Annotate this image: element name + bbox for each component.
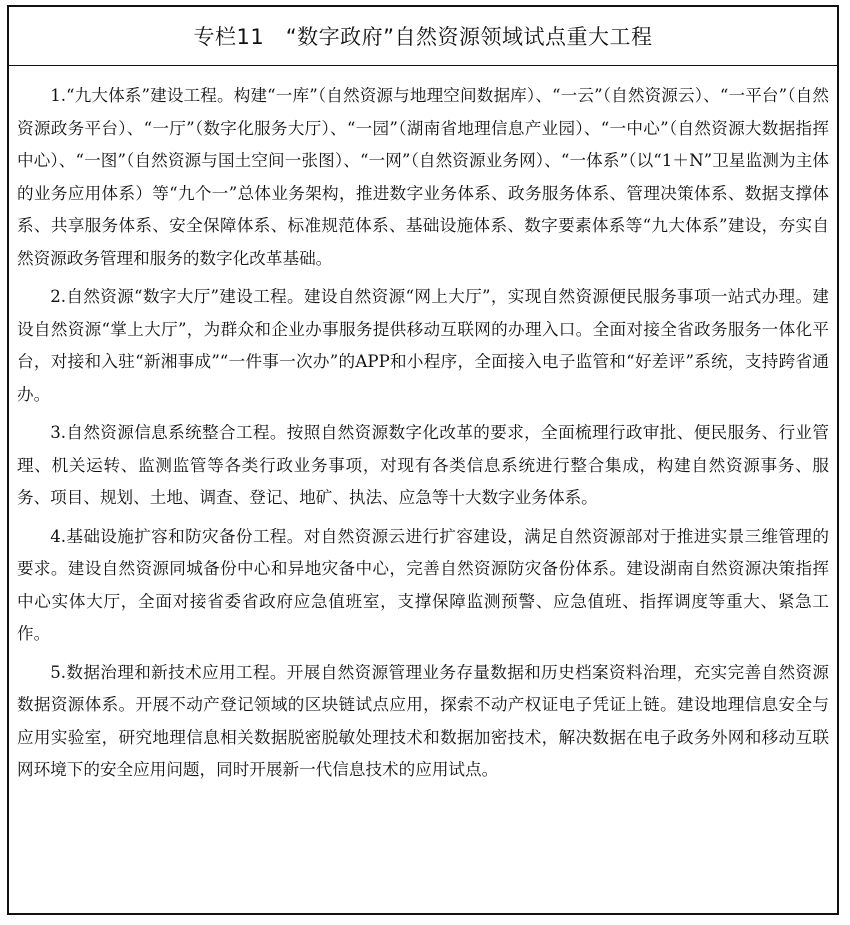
paragraph-3: 3.自然资源信息系统整合工程。按照自然资源数字化改革的要求，全面梳理行政审批、便民服务、行业管理、机关运转、监测监管等各类行政业务事项，对现有各类信息系统进行整合集成，构建自然资源事务、服务、项目、规划、土地、调查、登记、地矿、执法、应急等十大数字业务体系。 [17, 423, 829, 507]
paragraph-4: 4.基础设施扩容和防灾备份工程。对自然资源云进行扩容建设，满足自然资源部对于推进实景三维管理的要求。建设自然资源同城备份中心和异地灾备中心，完善自然资源防灾备份体系。建设湖南自然资源决策指挥中心实体大厅，全面对接省委省政府应急值班室，支撑保障监测预警、应急值班、指挥调度等重大、紧急工作。 [17, 526, 829, 643]
box-title: 专栏11 “数字政府”自然资源领域试点重大工程 [193, 25, 653, 49]
paragraph-5: 5.数据治理和新技术应用工程。开展自然资源管理业务存量数据和历史档案资料治理，充实完善自然资源数据资源体系。开展不动产登记领域的区块链试点应用，探索不动产权证电子凭证上链。建设地理信息安全与应用实验室，研究地理信息相关数据脱密脱敏处理技术和数据加密技术，解决数据在电子政务外网和移动互联网环境下的安全应用问题，同时开展新一代信息技术的应用试点。 [17, 662, 829, 779]
box-title-bar [9, 7, 837, 66]
paragraph-1: 1.“九大体系”建设工程。构建“一库”（自然资源与地理空间数据库）、“一云”（自然资源云）、“一平台”（自然资源政务平台）、“一厅”（数字化服务大厅）、“一园”（湖南省地理信息产业园）、“一中心”（自然资源大数据指挥中心）、“一图”（自然资源与国土空间一张图）、“一网”（自然资源业务网）、“一体系”（以“1＋N”卫星监测为主体的业务应用体系）等“九个一”总体业务架构，推进数字业务体系、政务服务体系、管理决策体系、数据支撑体系、共享服务体系、安全保障体系、标准规范体系、基础设施体系、数字要素体系等“九大体系”建设，夯实自然资源政务管理和服务的数字化改革基础。 [17, 86, 829, 268]
feature-box [7, 5, 839, 915]
paragraph-2: 2.自然资源“数字大厅”建设工程。建设自然资源“网上大厅”，实现自然资源便民服务事项一站式办理。建设自然资源“掌上大厅”，为群众和企业办事服务提供移动互联网的办理入口。全面对接全省政务服务一体化平台，对接和入驻“新湘事成”“一件事一次办”的APP和小程序，全面接入电子监管和“好差评”系统，支持跨省通办。 [17, 287, 829, 404]
box-content [9, 66, 837, 787]
